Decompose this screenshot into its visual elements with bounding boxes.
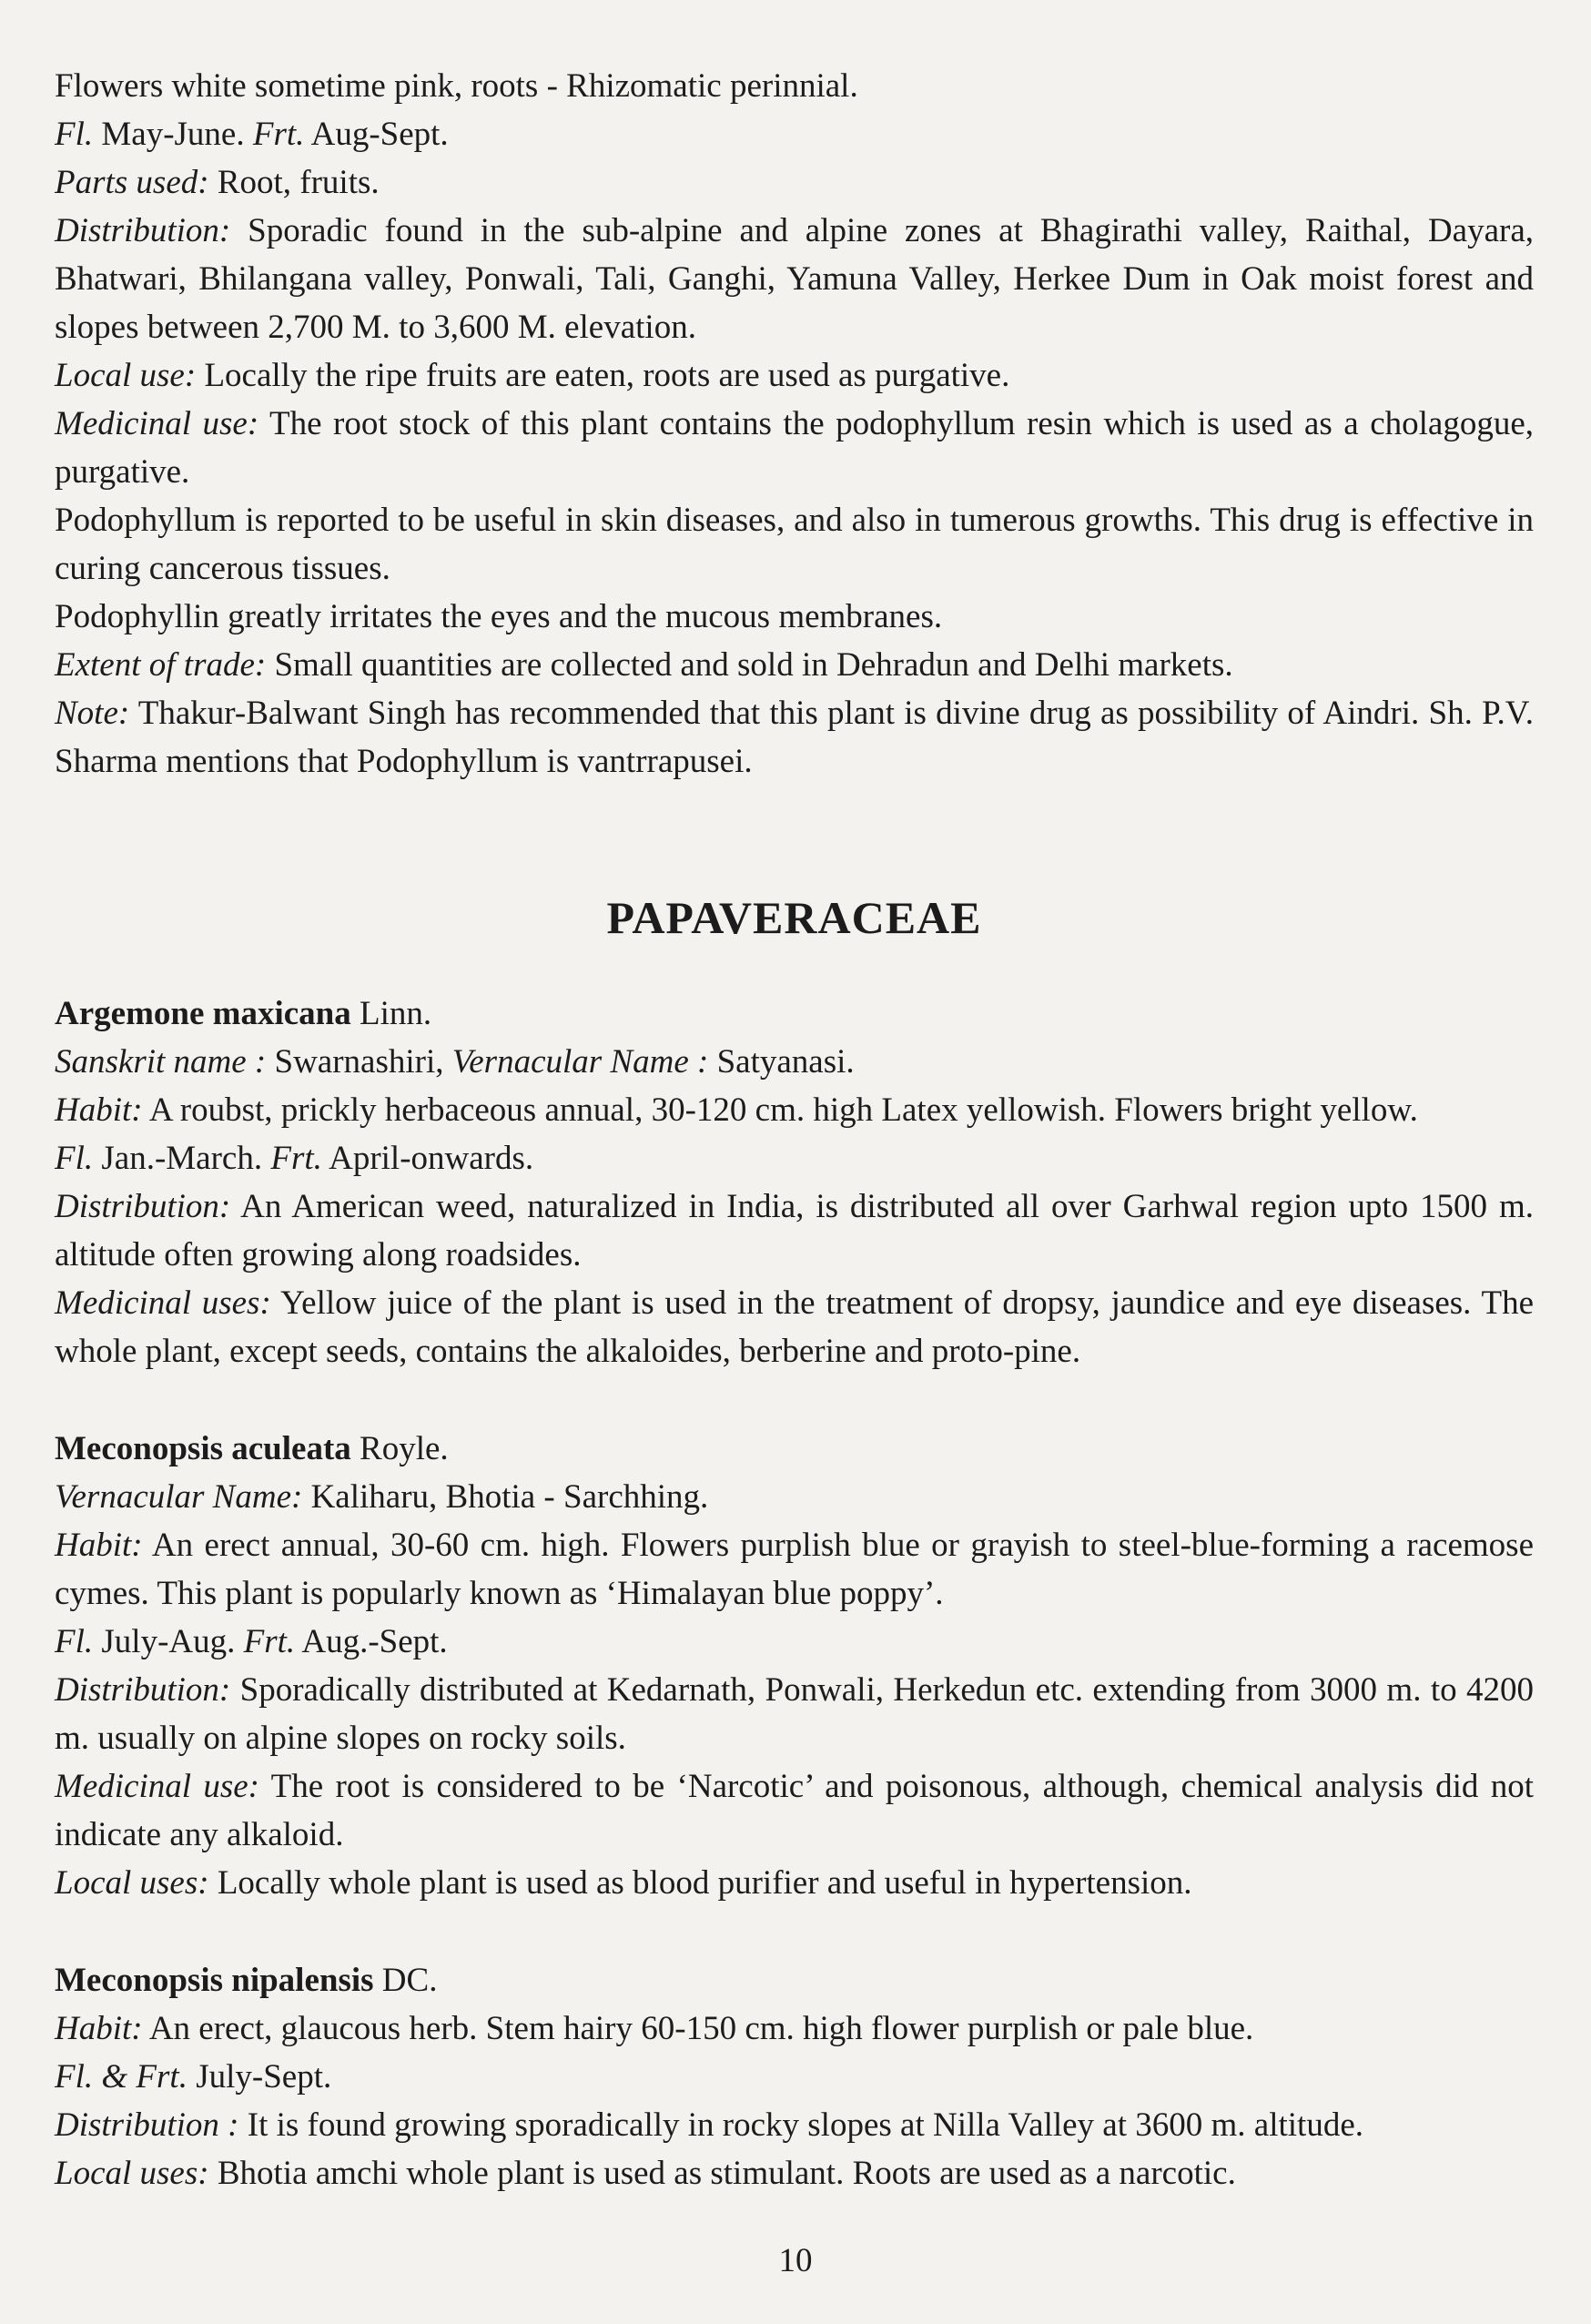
- species-author: DC.: [373, 1962, 438, 1999]
- note-label: Note:: [55, 695, 130, 732]
- fruiting-label: Frt.: [270, 1140, 322, 1177]
- medicinal-uses-text: Yellow juice of the plant is used in the treatment of dropsy, jaundice and eye diseases. The whole plant, except seeds, contains the alkaloides, berberine and proto-pine.: [55, 1284, 1534, 1370]
- medicinal-use-label: Medicinal use:: [55, 405, 259, 442]
- argemone-entry: [55, 989, 1534, 1375]
- species-name: Meconopsis aculeata: [55, 1430, 351, 1467]
- distribution-text: It is found growing sporadically in rocky slopes at Nilla Valley at 3600 m. altitude.: [238, 2106, 1364, 2144]
- species-title: [55, 989, 1534, 1038]
- distribution-text: An American weed, naturalized in India, is distributed all over Garhwal region upto 1500 m. altitude often growing along roadsides.: [55, 1188, 1534, 1274]
- distribution-text: Sporadically distributed at Kedarnath, Ponwali, Herkedun etc. extending from 3000 m. to 4200 m. usually on alpine slopes on rocky soils.: [55, 1671, 1534, 1757]
- description-line: Flowers white sometime pink, roots - Rhizomatic perinnial.: [55, 67, 858, 105]
- flowering-fruiting-label: Fl. & Frt.: [55, 2058, 187, 2096]
- vernacular-name-label: Vernacular Name:: [55, 1478, 303, 1516]
- parts-used-label: Parts used:: [55, 164, 209, 201]
- fruiting-text: Aug.-Sept.: [295, 1623, 448, 1660]
- flowering-text: Jan.-March.: [93, 1140, 271, 1177]
- fruiting-text: Aug-Sept.: [304, 116, 449, 153]
- medicinal-uses-paragraph: [55, 1279, 1534, 1375]
- medicinal-uses-label: Medicinal uses:: [55, 1284, 271, 1322]
- habit-text: An erect annual, 30-60 cm. high. Flowers purplish blue or grayish to steel-blue-forming a racemose cymes. This plant is popularly known as ‘Himalayan blue poppy’.: [55, 1527, 1534, 1612]
- medicinal-use-text: The root is considered to be ‘Narcotic’ and poisonous, although, chemical analysis did not indicate any alkaloid.: [55, 1768, 1534, 1853]
- extent-of-trade-line: [55, 641, 1534, 689]
- flowering-text: May-June.: [93, 116, 253, 153]
- names-line: [55, 1038, 1534, 1086]
- species-title: [55, 1425, 1534, 1473]
- podophyllin-line: Podophyllin greatly irritates the eyes and the mucous membranes.: [55, 598, 943, 635]
- distribution-paragraph: [55, 1666, 1534, 1762]
- flowering-text: July-Aug.: [93, 1623, 244, 1660]
- vernacular-name-text: Kaliharu, Bhotia - Sarchhing.: [302, 1478, 709, 1516]
- flowering-fruiting-text: July-Sept.: [187, 2058, 332, 2096]
- distribution-label: Distribution:: [55, 212, 231, 249]
- extent-of-trade-text: Small quantities are collected and sold in Dehradun and Delhi markets.: [266, 646, 1233, 684]
- species-title: [55, 1956, 1534, 2004]
- fruiting-label: Frt.: [252, 116, 305, 153]
- distribution-label: Distribution:: [55, 1671, 231, 1709]
- sanskrit-name-text: Swarnashiri,: [266, 1043, 452, 1081]
- habit-label: Habit:: [55, 1527, 143, 1564]
- sanskrit-name-label: Sanskrit name :: [55, 1043, 267, 1081]
- local-uses-line: [55, 2149, 1534, 2197]
- distribution-label: Distribution :: [55, 2106, 239, 2144]
- meconopsis-nipalensis-entry: [55, 1956, 1534, 2197]
- parts-used-text: Root, fruits.: [208, 164, 380, 201]
- podophyllum-entry: [55, 62, 1534, 786]
- habit-paragraph: [55, 1086, 1534, 1134]
- habit-line: [55, 2004, 1534, 2053]
- fruiting-label: Frt.: [243, 1623, 296, 1660]
- page-number: 10: [778, 2242, 813, 2279]
- medicinal-use-paragraph: [55, 1762, 1534, 1859]
- distribution-text: Sporadic found in the sub-alpine and alpine zones at Bhagirathi valley, Raithal, Dayara, Bhatwari, Bhilangana valley, Ponwali, Tali, Ganghi, Yamuna Valley, Herkee Dum in Oak moist forest and slopes between 2,700 M. to 3,600 M. elevation.: [55, 212, 1534, 346]
- parts-used-line: [55, 158, 1534, 207]
- species-author: Linn.: [350, 995, 432, 1032]
- local-use-label: Local use:: [55, 357, 197, 394]
- note-paragraph: [55, 689, 1534, 786]
- flowering-label: Fl.: [55, 1623, 94, 1660]
- flowering-label: Fl.: [55, 116, 94, 153]
- flowering-fruiting-line: [55, 1618, 1534, 1666]
- vernacular-name-line: [55, 1473, 1534, 1521]
- page-content: [55, 62, 1534, 2197]
- local-uses-line: [55, 1859, 1534, 1907]
- habit-paragraph: [55, 1521, 1534, 1618]
- podophyllum-paragraph: Podophyllum is reported to be useful in skin diseases, and also in tumerous growths. This drug is effective in curing cancerous tissues.: [55, 502, 1534, 587]
- vernacular-name-text: Satyanasi.: [708, 1043, 855, 1081]
- habit-label: Habit:: [55, 2010, 143, 2047]
- family-heading: PAPAVERACEAE: [606, 892, 982, 943]
- medicinal-use-paragraph: [55, 400, 1534, 496]
- local-uses-text: Bhotia amchi whole plant is used as stimulant. Roots are used as a narcotic.: [208, 2155, 1236, 2192]
- local-use-text: Locally the ripe fruits are eaten, roots are used as purgative.: [196, 357, 1010, 394]
- flowering-fruiting-line: [55, 1134, 1534, 1182]
- meconopsis-aculeata-entry: [55, 1425, 1534, 1907]
- fruiting-text: April-onwards.: [321, 1140, 534, 1177]
- flowering-label: Fl.: [55, 1140, 94, 1177]
- distribution-line: [55, 2101, 1534, 2149]
- extent-of-trade-label: Extent of trade:: [55, 646, 267, 684]
- local-uses-label: Local uses:: [55, 2155, 209, 2192]
- species-author: Royle.: [350, 1430, 449, 1467]
- habit-text: An erect, glaucous herb. Stem hairy 60-150 cm. high flower purplish or pale blue.: [142, 2010, 1254, 2047]
- medicinal-use-text: The root stock of this plant contains the podophyllum resin which is used as a cholagogue, purgative.: [55, 405, 1534, 491]
- note-text: Thakur-Balwant Singh has recommended that this plant is divine drug as possibility of Aindri. Sh. P.V. Sharma mentions that Podophyllum is vantrrapusei.: [55, 695, 1534, 780]
- vernacular-name-label: Vernacular Name :: [451, 1043, 709, 1081]
- species-name: Argemone maxicana: [55, 995, 351, 1032]
- flowering-fruiting-line: [55, 110, 1534, 158]
- distribution-label: Distribution:: [55, 1188, 231, 1225]
- local-use-line: [55, 351, 1534, 400]
- local-uses-text: Locally whole plant is used as blood purifier and useful in hypertension.: [208, 1864, 1192, 1902]
- flowering-fruiting-line: [55, 2053, 1534, 2101]
- local-uses-label: Local uses:: [55, 1864, 209, 1902]
- species-name: Meconopsis nipalensis: [55, 1962, 374, 1999]
- medicinal-use-label: Medicinal use:: [55, 1768, 259, 1805]
- habit-text: A roubst, prickly herbaceous annual, 30-120 cm. high Latex yellowish. Flowers bright yellow.: [142, 1091, 1418, 1129]
- distribution-paragraph: [55, 207, 1534, 351]
- habit-label: Habit:: [55, 1091, 143, 1129]
- distribution-paragraph: [55, 1182, 1534, 1279]
